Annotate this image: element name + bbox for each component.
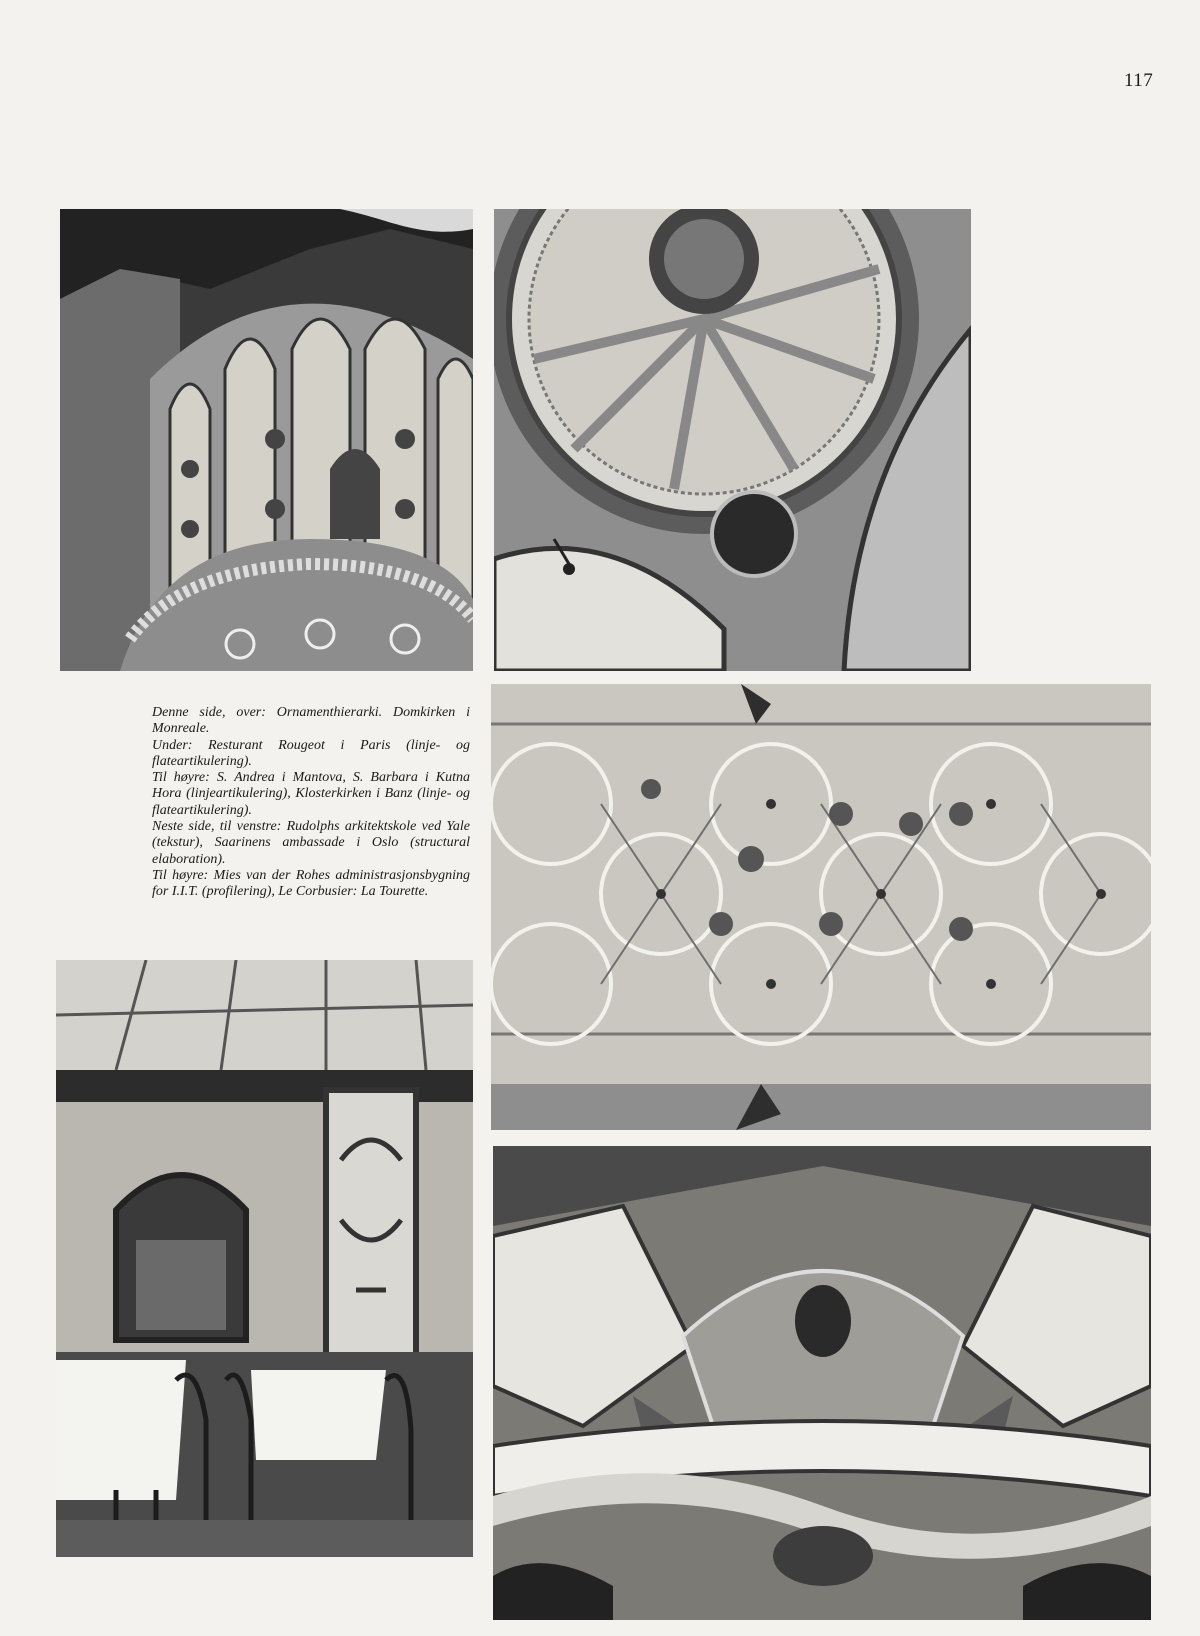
photo-banz-ceiling — [493, 1146, 1151, 1620]
photo-s-barbara-vault — [491, 684, 1151, 1130]
photo-monreale-apse — [60, 209, 473, 671]
caption-line: Til høyre: S. Andrea i Mantova, S. Barbara i Kutna Hora (linjeartikulering), Klosterkirken i Banz (linje- og flateartikulering). — [152, 770, 470, 818]
photo-restaurant-rougeot — [56, 960, 473, 1557]
photo-s-andrea-dome — [494, 209, 971, 671]
caption — [152, 705, 470, 901]
caption-line: Til høyre: Mies van der Rohes administrasjonsbygning for I.I.T. (profilering), Le Corbusier: La Tourette. — [152, 867, 470, 900]
caption-line: Denne side, over: Ornamenthierarki. Domkirken i Monreale. — [152, 705, 470, 737]
page-number: 117 — [1124, 70, 1154, 91]
caption-line: Neste side, til venstre: Rudolphs arkitektskole ved Yale (tekstur), Saarinens ambassade i Oslo (structural elaboration). — [152, 819, 470, 867]
caption-line: Under: Resturant Rougeot i Paris (linje- og flateartikulering). — [152, 737, 470, 769]
